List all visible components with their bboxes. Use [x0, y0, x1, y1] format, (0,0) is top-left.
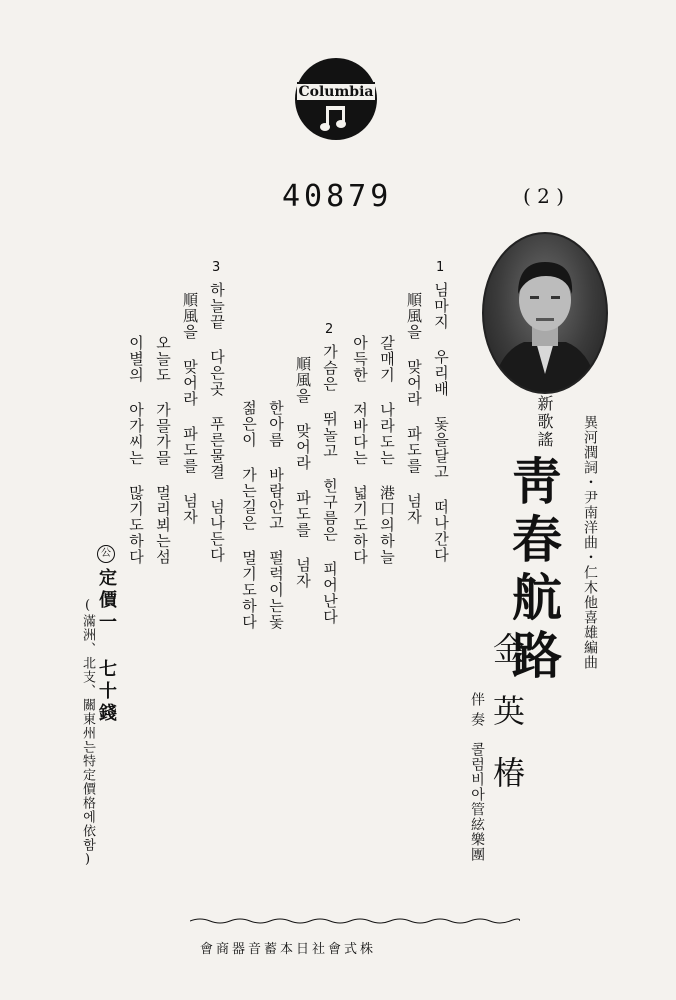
- wavy-divider: [190, 916, 520, 926]
- lyric-line: 하늘끝 다은곳 푸른물결 넘나든다: [208, 282, 226, 563]
- lyric-line: 젊은이 가는길은 멀기도하다: [240, 400, 258, 630]
- singer-portrait: [482, 232, 608, 394]
- lyric-line: 이별의 아가씨는 많기도하다: [127, 335, 145, 565]
- lyric-line: 갈매기 나라도는 港口의하늘: [378, 335, 396, 565]
- price-mark: 公: [97, 545, 115, 563]
- logo-text: Columbia: [298, 84, 374, 100]
- price-text: 定價一 七十錢: [96, 568, 117, 725]
- music-note-icon: [319, 104, 353, 134]
- accompaniment-label: 伴奏: [469, 692, 485, 732]
- song-credits: 異河潤詞・尹南洋曲・仁木他喜雄編曲: [582, 415, 598, 670]
- genre-label: 新歌謠: [535, 395, 554, 449]
- side-number: ( 2 ): [523, 184, 565, 208]
- singer-name: 金英椿: [488, 632, 526, 818]
- portrait-figure: [484, 234, 606, 392]
- catalog-number: 40879: [282, 179, 393, 214]
- accompaniment-band: 콜럼비아管絃樂團: [469, 742, 485, 862]
- lyric-line: 順風을 맞어라 파도를 넘자: [181, 292, 199, 525]
- lyric-line: 한아름 바람안고 펄럭이는돛: [267, 400, 285, 630]
- price-note: (滿洲、北支、關東州는特定價格에依함): [80, 598, 95, 868]
- lyric-line: 님마지 우리배 돛을달고 떠나간다: [432, 282, 450, 563]
- company-name: 會商器音蓄本日社會式株: [200, 942, 377, 957]
- lyric-line: 順風을 맞어라 파도를 넘자: [405, 292, 423, 525]
- verse-number: 3: [212, 260, 221, 275]
- verse-number: 1: [436, 260, 445, 275]
- verse-number: 2: [325, 322, 334, 337]
- columbia-logo: [295, 58, 377, 140]
- lyric-line: 가슴은 뛰놀고 힌구름은 피어난다: [321, 344, 339, 625]
- lyric-line: 아득한 저바다는 넓기도하다: [351, 335, 369, 565]
- lyric-line: 오늘도 가믈가믈 멀리뵈는섬: [154, 335, 172, 565]
- lyric-line: 順風을 맞어라 파도를 넘자: [294, 356, 312, 589]
- song-title: 靑春航路: [504, 455, 563, 687]
